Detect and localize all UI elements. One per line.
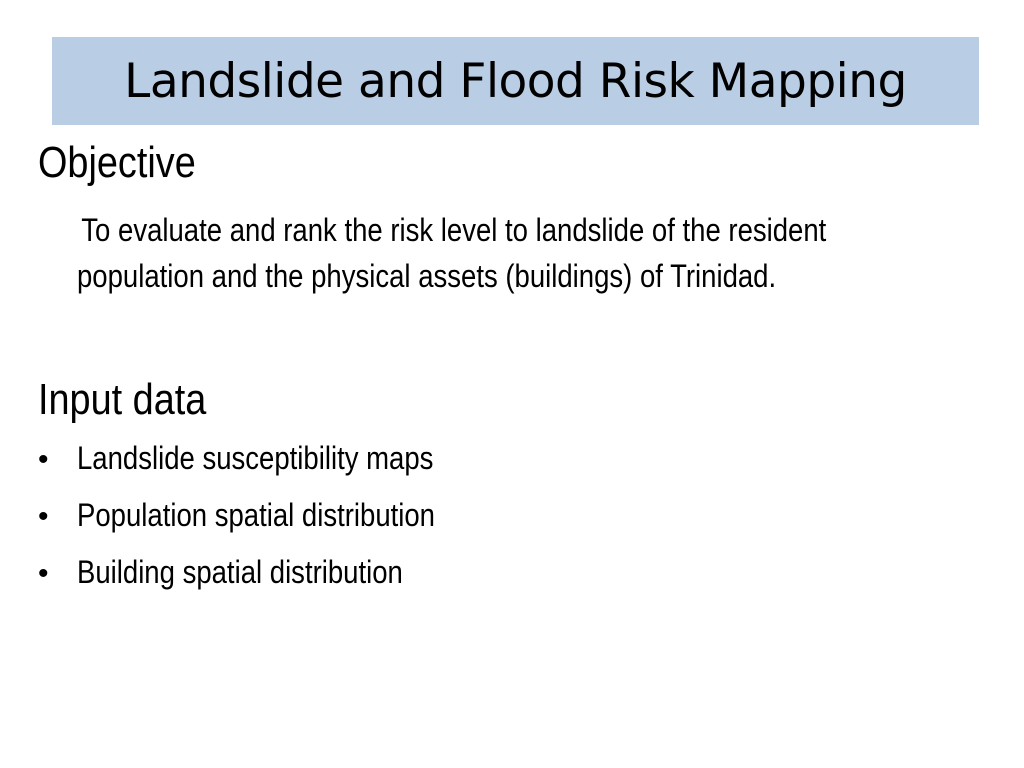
- list-item-label: Population spatial distribution: [77, 497, 435, 533]
- input-data-list: [38, 440, 493, 611]
- objective-line: population and the physical assets (buildings) of Trinidad.: [77, 258, 777, 294]
- list-item: [38, 554, 493, 611]
- bullet-icon: •: [38, 443, 49, 476]
- list-item: [38, 497, 493, 554]
- list-item: [38, 440, 493, 497]
- bullet-icon: •: [38, 500, 49, 533]
- objective-heading: Objective: [38, 138, 196, 187]
- objective-line: To evaluate and rank the risk level to landslide of the resident: [81, 212, 827, 248]
- slide-title: Landslide and Flood Risk Mapping: [124, 53, 907, 109]
- input-data-heading: Input data: [38, 375, 207, 424]
- list-item-label: Building spatial distribution: [77, 554, 403, 590]
- title-bar: [52, 37, 979, 125]
- list-item-label: Landslide susceptibility maps: [77, 440, 434, 476]
- objective-paragraph: [77, 207, 877, 299]
- bullet-icon: •: [38, 557, 49, 590]
